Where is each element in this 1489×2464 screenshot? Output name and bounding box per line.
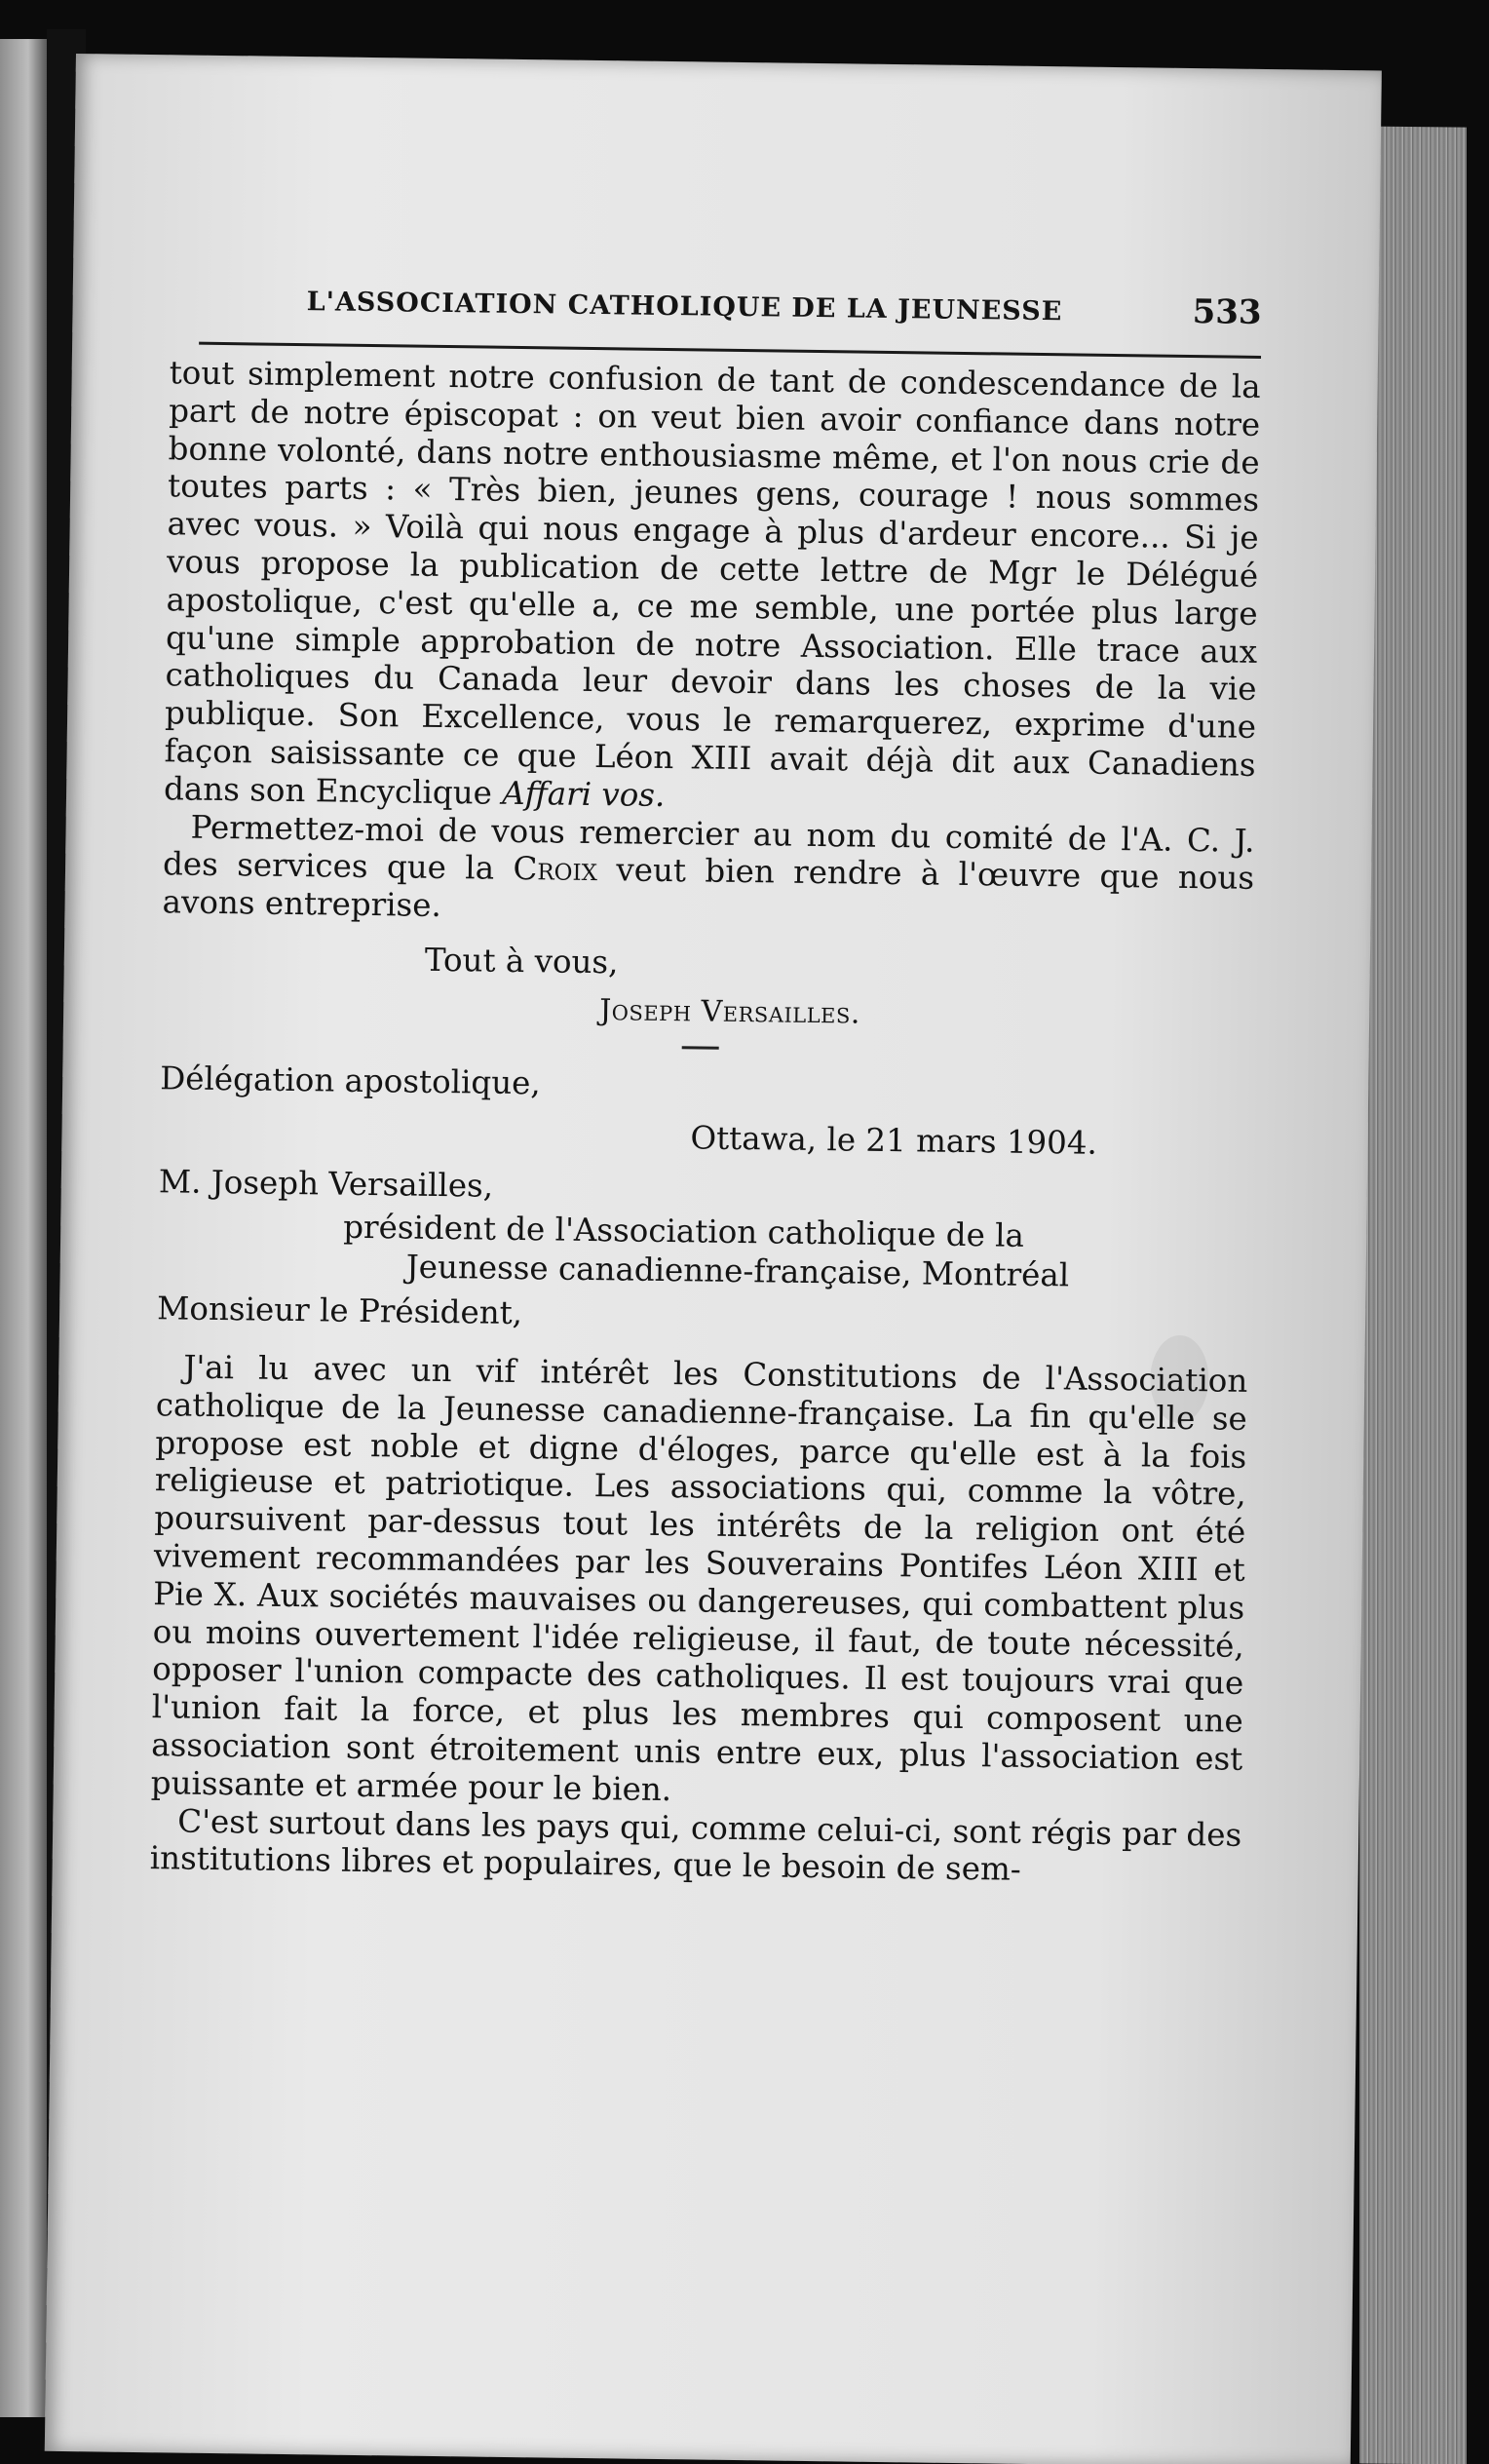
thanks-text-part2: veut bien rendre à l'œuvre que nous avons entreprise. bbox=[162, 851, 1255, 925]
place-date-line: Ottawa, le 21 mars 1904. bbox=[690, 1119, 1098, 1162]
addressee-title-line1: président de l'Association catholique de la bbox=[343, 1208, 1025, 1254]
closing-formula: Tout à vous, bbox=[424, 941, 619, 982]
letter-body-paragraph-2: C'est surtout dans les pays qui, comme celui-ci, sont régis par des institutions libres et populaires, que le besoin de sem- bbox=[149, 1802, 1242, 1889]
encyclical-title: Affari vos. bbox=[502, 774, 666, 814]
salutation: Monsieur le Président, bbox=[156, 1290, 523, 1332]
croix-title: Croix bbox=[513, 850, 598, 889]
book-page bbox=[45, 54, 1382, 2464]
letter-paragraph bbox=[164, 354, 1261, 822]
letter-body-paragraph-1: J'ai lu avec un vif intérêt les Constitutions de l'Association catholique de la Jeunesse canadienne-française. La fin qu'elle se propose est noble et digne d'éloges, parce qu'elle est à la fois religieuse et patriotique. Les associations qui, comme la vôtre, poursuivent par-dessus tout les intérêts de la religion ont été vivement recommandées par les Souverains Pontifes Léon XIII et Pie X. Aux sociétés mauvaises ou dangereuses, qui combattent plus ou moins ouvertement l'idée religieuse, il faut, de toute nécessité, opposer l'union compacte des catholiques. Il est toujours vrai que l'union fait la force, et plus les membres qui composent une association sont étroitement unis entre eux, plus l'association est puissante et armée pour le bien. bbox=[150, 1348, 1248, 1808]
sender-line: Délégation apostolique, bbox=[159, 1059, 541, 1102]
page-content bbox=[150, 279, 1262, 1892]
running-header bbox=[199, 280, 1262, 359]
page-number: 533 bbox=[1192, 292, 1262, 332]
paragraph-text: tout simplement notre confusion de tant de condescendance de la part de notre épiscopat : on veut bien avoir confiance dans notre bonne volonté, dans notre enthousiasme même, et l'on nous crie de toutes parts : « Très bien, jeunes gens, courage ! nous sommes avec vous. » Voilà qui nous engage à plus d'ardeur encore... Si je vous propose la publication de cette lettre de Mgr le Délégué apostolique, c'est qu'elle a, ce me semble, une portée plus large qu'une simple approbation de notre Association. Elle trace aux catholiques du Canada leur devoir dans les choses de la vie publique. Son Excellence, vous le remarquerez, exprime d'une façon saisissante ce que Léon XIII avait déjà dit aux Canadiens dans son Encyclique bbox=[163, 354, 1261, 812]
signature: Joseph Versailles. bbox=[598, 993, 861, 1031]
thanks-text-part1: Permettez-moi de vous remercier au nom du comité de l'A. C. J. des services que la bbox=[162, 808, 1255, 888]
left-facing-page-edge bbox=[0, 39, 47, 2417]
addressee-name: M. Joseph Versailles, bbox=[158, 1163, 494, 1205]
thanks-paragraph bbox=[162, 808, 1254, 936]
addressee-title-line2: Jeunesse canadienne-française, Montréal bbox=[405, 1248, 1070, 1294]
section-separator bbox=[682, 1046, 719, 1049]
running-title: L'ASSOCIATION CATHOLIQUE DE LA JEUNESSE bbox=[306, 287, 1063, 327]
